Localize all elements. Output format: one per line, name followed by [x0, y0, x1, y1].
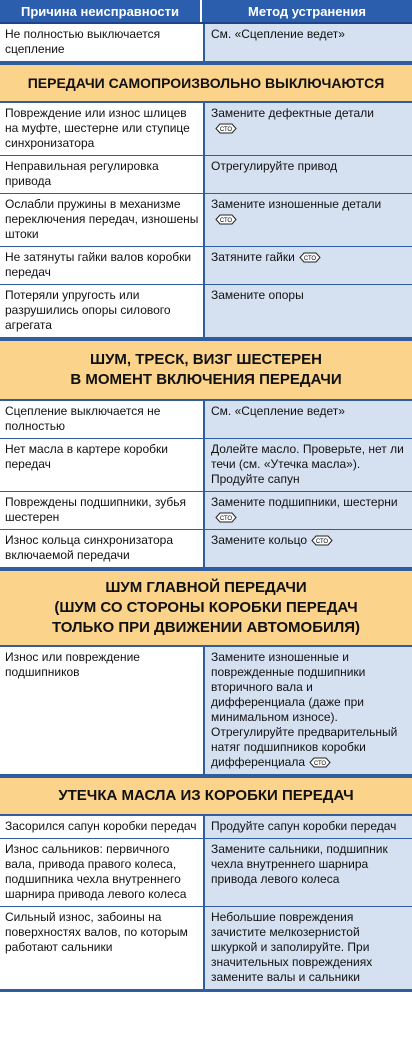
svg-text:СТО: СТО — [303, 256, 316, 263]
table-row — [0, 247, 412, 285]
remedy-cell: Долейте масло. Проверьте, нет ли течи (см. «Утечка масла»). Продуйте сапун — [205, 439, 412, 491]
table-header — [0, 0, 412, 24]
cause-cell: Износ сальников: первичного вала, привода правого колеса, подшипника чехла внутреннего шарнира привода левого колеса — [0, 839, 205, 906]
remedy-cell: Замените сальники, подшипник чехла внутреннего шарнира привода левого колеса — [205, 839, 412, 906]
remedy-cell: Продуйте сапун коробки передач — [205, 816, 412, 838]
table-row — [0, 103, 412, 156]
section-heading-oil-leak: УТЕЧКА МАСЛА ИЗ КОРОБКИ ПЕРЕДАЧ — [0, 775, 412, 816]
table-row — [0, 285, 412, 338]
cause-cell: Износ или повреждение подшипников — [0, 647, 205, 774]
cause-cell: Сцепление выключается не полностью — [0, 401, 205, 438]
remedy-cell: Отрегулируйте привод — [205, 156, 412, 193]
table-row — [0, 492, 412, 530]
section-heading-gear-noise — [0, 338, 412, 401]
cause-cell: Нет масла в картере коробки передач — [0, 439, 205, 491]
header-cause: Причина неисправности — [0, 0, 202, 22]
remedy-cell: Замените изношенные детали СТО — [205, 194, 412, 246]
table-row — [0, 401, 412, 439]
remedy-cell: Затяните гайки СТО — [205, 247, 412, 284]
remedy-cell: См. «Сцепление ведет» — [205, 401, 412, 438]
svg-text:СТО: СТО — [219, 127, 233, 134]
svg-text:СТО: СТО — [313, 761, 327, 768]
cause-cell: Сильный износ, забоины на поверхностях валов, по которым работают сальники — [0, 907, 205, 989]
table-row — [0, 156, 412, 194]
section-title-line: ШУМ ГЛАВНОЙ ПЕРЕДАЧИ — [105, 579, 307, 596]
section-title-line: (ШУМ СО СТОРОНЫ КОРОБКИ ПЕРЕДАЧ — [54, 599, 358, 616]
svg-text:СТО: СТО — [315, 539, 329, 546]
remedy-cell: См. «Сцепление ведет» — [205, 24, 412, 61]
table-row — [0, 647, 412, 775]
table-row — [0, 839, 412, 907]
cause-cell: Износ кольца синхронизатора включаемой передачи — [0, 530, 205, 567]
cause-cell: Не полностью выключается сцепление — [0, 24, 205, 61]
cause-cell: Ослабли пружины в механизме переключения передач, изношены штоки — [0, 194, 205, 246]
sto-icon — [215, 123, 237, 134]
sto-icon — [215, 214, 237, 225]
remedy-cell: Замените кольцо СТО — [205, 530, 412, 567]
header-remedy: Метод устранения — [248, 3, 366, 19]
remedy-cell: Замените опоры — [205, 285, 412, 337]
table-row — [0, 816, 412, 839]
table-row — [0, 907, 412, 992]
table-row — [0, 439, 412, 492]
cause-cell: Потеряли упругость или разрушились опоры силового агрегата — [0, 285, 205, 337]
section-title-line: ТОЛЬКО ПРИ ДВИЖЕНИИ АВТОМОБИЛЯ) — [51, 619, 361, 636]
svg-text:СТО: СТО — [219, 516, 233, 523]
cause-cell: Не затянуты гайки валов коробки передач — [0, 247, 205, 284]
remedy-cell: Замените изношенные и поврежденные подшипники вторичного вала и дифференциала (даже при минимальном износе). Отрегулируйте предварительный натяг подшипников коробки дифференциала СТО — [205, 647, 412, 774]
section-heading-final-drive-noise — [0, 568, 412, 647]
sto-icon — [311, 535, 333, 546]
cause-cell: Повреждены подшипники, зубья шестерен — [0, 492, 205, 529]
table-row — [0, 194, 412, 247]
cause-cell: Засорился сапун коробки передач — [0, 816, 205, 838]
remedy-cell: Замените дефектные детали СТО — [205, 103, 412, 155]
sto-icon — [309, 757, 331, 768]
section-title-line: ШУМ, ТРЕСК, ВИЗГ ШЕСТЕРЕН — [90, 351, 322, 368]
cause-cell: Повреждение или износ шлицев на муфте, шестерне или ступице синхронизатора — [0, 103, 205, 155]
cause-cell: Неправильная регулировка привода — [0, 156, 205, 193]
section-heading-gears-disengage: ПЕРЕДАЧИ САМОПРОИЗВОЛЬНО ВЫКЛЮЧАЮТСЯ — [0, 62, 412, 103]
sto-icon — [215, 512, 237, 523]
svg-text:СТО: СТО — [219, 218, 233, 225]
remedy-cell: Замените подшипники, шестерни СТО — [205, 492, 412, 529]
sto-icon — [299, 252, 321, 263]
section-title-line: В МОМЕНТ ВКЛЮЧЕНИЯ ПЕРЕДАЧИ — [70, 371, 342, 388]
table-row — [0, 530, 412, 568]
remedy-cell: Небольшие повреждения зачистите мелкозернистой шкуркой и заполируйте. При значительных повреждениях замените валы и сальники — [205, 907, 412, 989]
table-row — [0, 24, 412, 62]
